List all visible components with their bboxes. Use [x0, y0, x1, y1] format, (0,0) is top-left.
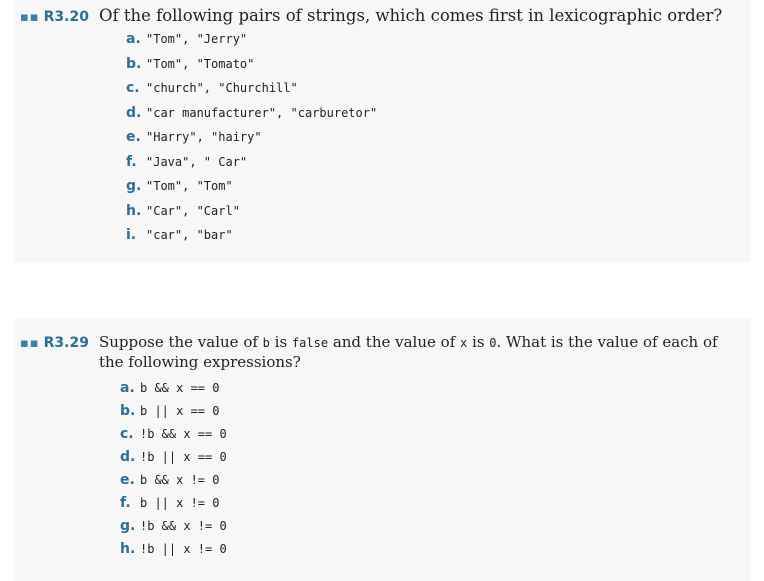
question-text: Suppose the value of [98, 333, 263, 351]
item-code: b || x != 0 [140, 496, 220, 510]
list-item [126, 80, 722, 105]
list-item [126, 203, 722, 228]
list-item [120, 495, 719, 518]
item-label: c. [126, 80, 140, 96]
exercise-question [99, 333, 719, 372]
item-code: !b || x != 0 [140, 542, 227, 556]
list-item [126, 129, 722, 154]
list-item [120, 541, 719, 564]
item-code: "Java", " Car" [146, 154, 248, 169]
exercise-r3-29 [20, 333, 719, 564]
item-code: "Harry", "hairy" [146, 130, 262, 144]
exercise-number: R3.29 [43, 335, 89, 351]
item-label: b. [126, 55, 142, 72]
item-label: b. [120, 403, 136, 419]
item-code: !b && x != 0 [140, 519, 227, 533]
question-text: . What is the value of each of the following expressions? [98, 333, 718, 371]
answer-list [126, 31, 722, 252]
exercise-question: Of the following pairs of strings, which comes first in lexicographic order? [98, 6, 723, 25]
inline-code-b: b [262, 336, 270, 350]
question-text: is [467, 333, 490, 351]
list-item [126, 105, 722, 130]
list-item [120, 518, 719, 541]
item-label: f. [126, 153, 137, 170]
list-item [126, 227, 722, 252]
item-label: d. [120, 449, 136, 465]
item-label: f. [120, 495, 131, 511]
list-item [126, 154, 722, 179]
difficulty-dots-icon: ▪▪ [20, 10, 40, 25]
item-label: h. [120, 541, 136, 557]
item-code: "car", "bar" [146, 228, 233, 242]
item-label: g. [120, 518, 136, 534]
item-label: a. [126, 31, 141, 47]
item-code: !b || x == 0 [140, 450, 227, 464]
question-text: and the value of [328, 333, 461, 351]
item-label: e. [126, 129, 141, 145]
exercise-header [20, 333, 719, 372]
item-code: !b && x == 0 [140, 427, 227, 441]
item-label: h. [126, 202, 142, 219]
inline-code-false: false [291, 336, 329, 350]
list-item [120, 380, 719, 403]
list-item [126, 178, 722, 203]
list-item [126, 31, 722, 56]
item-code: b || x == 0 [140, 404, 220, 418]
item-code: "Car", "Carl" [146, 203, 240, 218]
item-code: "Tom", "Tomato" [146, 56, 255, 71]
item-code: b && x == 0 [140, 381, 220, 395]
item-label: i. [126, 227, 137, 243]
item-label: e. [120, 472, 135, 488]
inline-code-x: x [460, 336, 468, 350]
item-label: g. [126, 178, 142, 194]
list-item [120, 403, 719, 426]
list-item [120, 426, 719, 449]
answer-list [120, 380, 719, 564]
list-item [120, 449, 719, 472]
item-code: "Tom", "Tom" [146, 179, 233, 193]
item-label: d. [126, 104, 142, 121]
inline-code-zero: 0 [489, 336, 497, 350]
exercise-r3-20 [20, 6, 722, 252]
list-item [120, 472, 719, 495]
list-item [126, 56, 722, 81]
exercise-header [20, 6, 722, 25]
item-code: "Tom", "Jerry" [146, 32, 248, 46]
exercise-number: R3.20 [43, 9, 89, 25]
item-code: "car manufacturer", "carburetor" [146, 105, 378, 120]
item-label: c. [120, 426, 134, 442]
item-code: "church", "Churchill" [146, 81, 298, 95]
difficulty-dots-icon: ▪▪ [20, 336, 40, 351]
question-text: is [269, 333, 292, 351]
item-code: b && x != 0 [140, 473, 220, 487]
item-label: a. [120, 380, 135, 396]
